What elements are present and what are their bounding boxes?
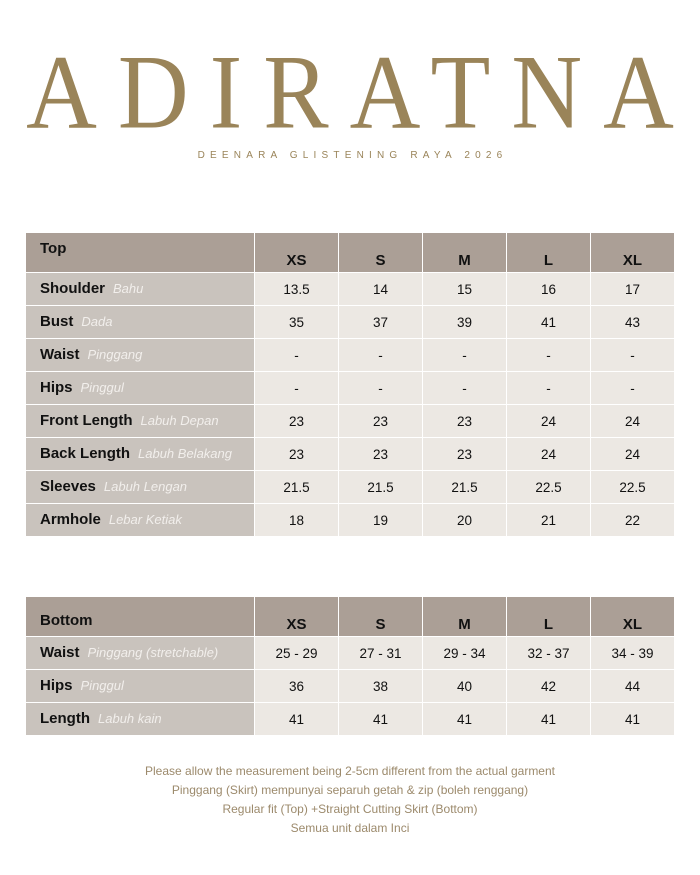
row-label	[26, 405, 255, 438]
label-ms: Pinggang	[87, 347, 143, 362]
size-header-l: L	[507, 597, 591, 637]
cell-m: 41	[423, 703, 507, 736]
cell-xs: 23	[255, 405, 339, 438]
cell-xl: 22	[591, 504, 675, 537]
row-label	[26, 438, 255, 471]
label-en: Hips	[40, 677, 73, 694]
label-en: Bust	[40, 313, 74, 330]
size-header-xs: XS	[255, 233, 339, 273]
label-ms: Dada	[81, 314, 113, 329]
size-notes	[0, 762, 700, 838]
cell-m: 39	[423, 306, 507, 339]
cell-m: 40	[423, 670, 507, 703]
table-header-row	[26, 233, 675, 273]
cell-xs: 36	[255, 670, 339, 703]
table-row	[26, 273, 675, 306]
table-row	[26, 405, 675, 438]
table-row	[26, 438, 675, 471]
size-header-s: S	[339, 233, 423, 273]
cell-s: 21.5	[339, 471, 423, 504]
row-label	[26, 339, 255, 372]
cell-l: 24	[507, 438, 591, 471]
cell-l: 41	[507, 703, 591, 736]
table-header-row	[26, 597, 675, 637]
cell-xl: 22.5	[591, 471, 675, 504]
cell-s: 23	[339, 405, 423, 438]
size-header-l: L	[507, 233, 591, 273]
cell-xl: 41	[591, 703, 675, 736]
cell-xs: 23	[255, 438, 339, 471]
cell-m: 23	[423, 405, 507, 438]
cell-m: 20	[423, 504, 507, 537]
note-units: Semua unit dalam Inci	[290, 821, 410, 835]
label-en: Armhole	[40, 511, 101, 528]
table-row	[26, 339, 675, 372]
cell-xs: 18	[255, 504, 339, 537]
label-ms: Pinggang (stretchable)	[87, 645, 219, 660]
label-ms: Labuh Lengan	[103, 479, 188, 494]
table-title: Bottom	[26, 597, 255, 637]
bottom-size-table	[25, 596, 675, 736]
cell-s: 27 - 31	[339, 637, 423, 670]
cell-xl: 24	[591, 438, 675, 471]
label-en: Waist	[40, 644, 80, 661]
cell-s: 23	[339, 438, 423, 471]
cell-m: -	[423, 339, 507, 372]
cell-l: 32 - 37	[507, 637, 591, 670]
label-ms: Pinggul	[80, 678, 124, 693]
cell-l: 16	[507, 273, 591, 306]
table-row	[26, 306, 675, 339]
cell-xs: 25 - 29	[255, 637, 339, 670]
cell-l: 22.5	[507, 471, 591, 504]
cell-l: 24	[507, 405, 591, 438]
cell-xs: 21.5	[255, 471, 339, 504]
cell-m: -	[423, 372, 507, 405]
cell-xs: -	[255, 339, 339, 372]
row-label	[26, 670, 255, 703]
table-title: Top	[26, 233, 255, 273]
size-header-m: M	[423, 597, 507, 637]
cell-xl: 43	[591, 306, 675, 339]
cell-s: 37	[339, 306, 423, 339]
cell-s: -	[339, 339, 423, 372]
label-ms: Labuh Belakang	[138, 446, 232, 461]
label-en: Back Length	[40, 445, 131, 462]
cell-l: 42	[507, 670, 591, 703]
size-header-xl: XL	[591, 597, 675, 637]
label-en: Shoulder	[40, 280, 106, 297]
table-row	[26, 471, 675, 504]
size-header-xl: XL	[591, 233, 675, 273]
label-en: Front Length	[40, 412, 133, 429]
label-ms: Lebar Ketiak	[108, 512, 182, 527]
cell-xl: 17	[591, 273, 675, 306]
label-ms: Bahu	[113, 281, 144, 296]
note-skirt-waist: Pinggang (Skirt) mempunyai separuh getah & zip (boleh renggang)	[171, 783, 529, 797]
cell-xs: 13.5	[255, 273, 339, 306]
table-row	[26, 372, 675, 405]
label-en: Length	[40, 710, 90, 727]
row-label	[26, 273, 255, 306]
label-ms: Labuh kain	[98, 711, 162, 726]
row-label	[26, 637, 255, 670]
cell-s: -	[339, 372, 423, 405]
top-size-table	[25, 232, 675, 537]
cell-l: -	[507, 339, 591, 372]
note-measurement-tolerance: Please allow the measurement being 2-5cm different from the actual garment	[145, 764, 555, 778]
cell-s: 41	[339, 703, 423, 736]
label-ms: Pinggul	[80, 380, 124, 395]
cell-xs: 41	[255, 703, 339, 736]
brand-logo: ADIRATNA	[26, 34, 695, 152]
cell-s: 19	[339, 504, 423, 537]
cell-xl: -	[591, 339, 675, 372]
table-row	[26, 504, 675, 537]
cell-m: 21.5	[423, 471, 507, 504]
cell-l: 21	[507, 504, 591, 537]
row-label	[26, 471, 255, 504]
label-en: Hips	[40, 379, 73, 396]
size-header-s: S	[339, 597, 423, 637]
table-row	[26, 637, 675, 670]
cell-s: 14	[339, 273, 423, 306]
cell-s: 38	[339, 670, 423, 703]
row-label	[26, 504, 255, 537]
label-en: Sleeves	[40, 478, 96, 495]
row-label	[26, 372, 255, 405]
note-fit: Regular fit (Top) +Straight Cutting Skirt (Bottom)	[222, 802, 478, 816]
size-header-m: M	[423, 233, 507, 273]
cell-xs: 35	[255, 306, 339, 339]
size-header-xs: XS	[255, 597, 339, 637]
collection-subtitle: DEENARA GLISTENING RAYA 2026	[197, 150, 508, 161]
cell-l: 41	[507, 306, 591, 339]
cell-xl: -	[591, 372, 675, 405]
cell-xl: 34 - 39	[591, 637, 675, 670]
cell-m: 15	[423, 273, 507, 306]
label-en: Waist	[40, 346, 80, 363]
cell-m: 23	[423, 438, 507, 471]
row-label	[26, 703, 255, 736]
cell-xs: -	[255, 372, 339, 405]
cell-xl: 44	[591, 670, 675, 703]
label-ms: Labuh Depan	[140, 413, 219, 428]
table-row	[26, 703, 675, 736]
cell-l: -	[507, 372, 591, 405]
row-label	[26, 306, 255, 339]
table-row	[26, 670, 675, 703]
cell-xl: 24	[591, 405, 675, 438]
cell-m: 29 - 34	[423, 637, 507, 670]
